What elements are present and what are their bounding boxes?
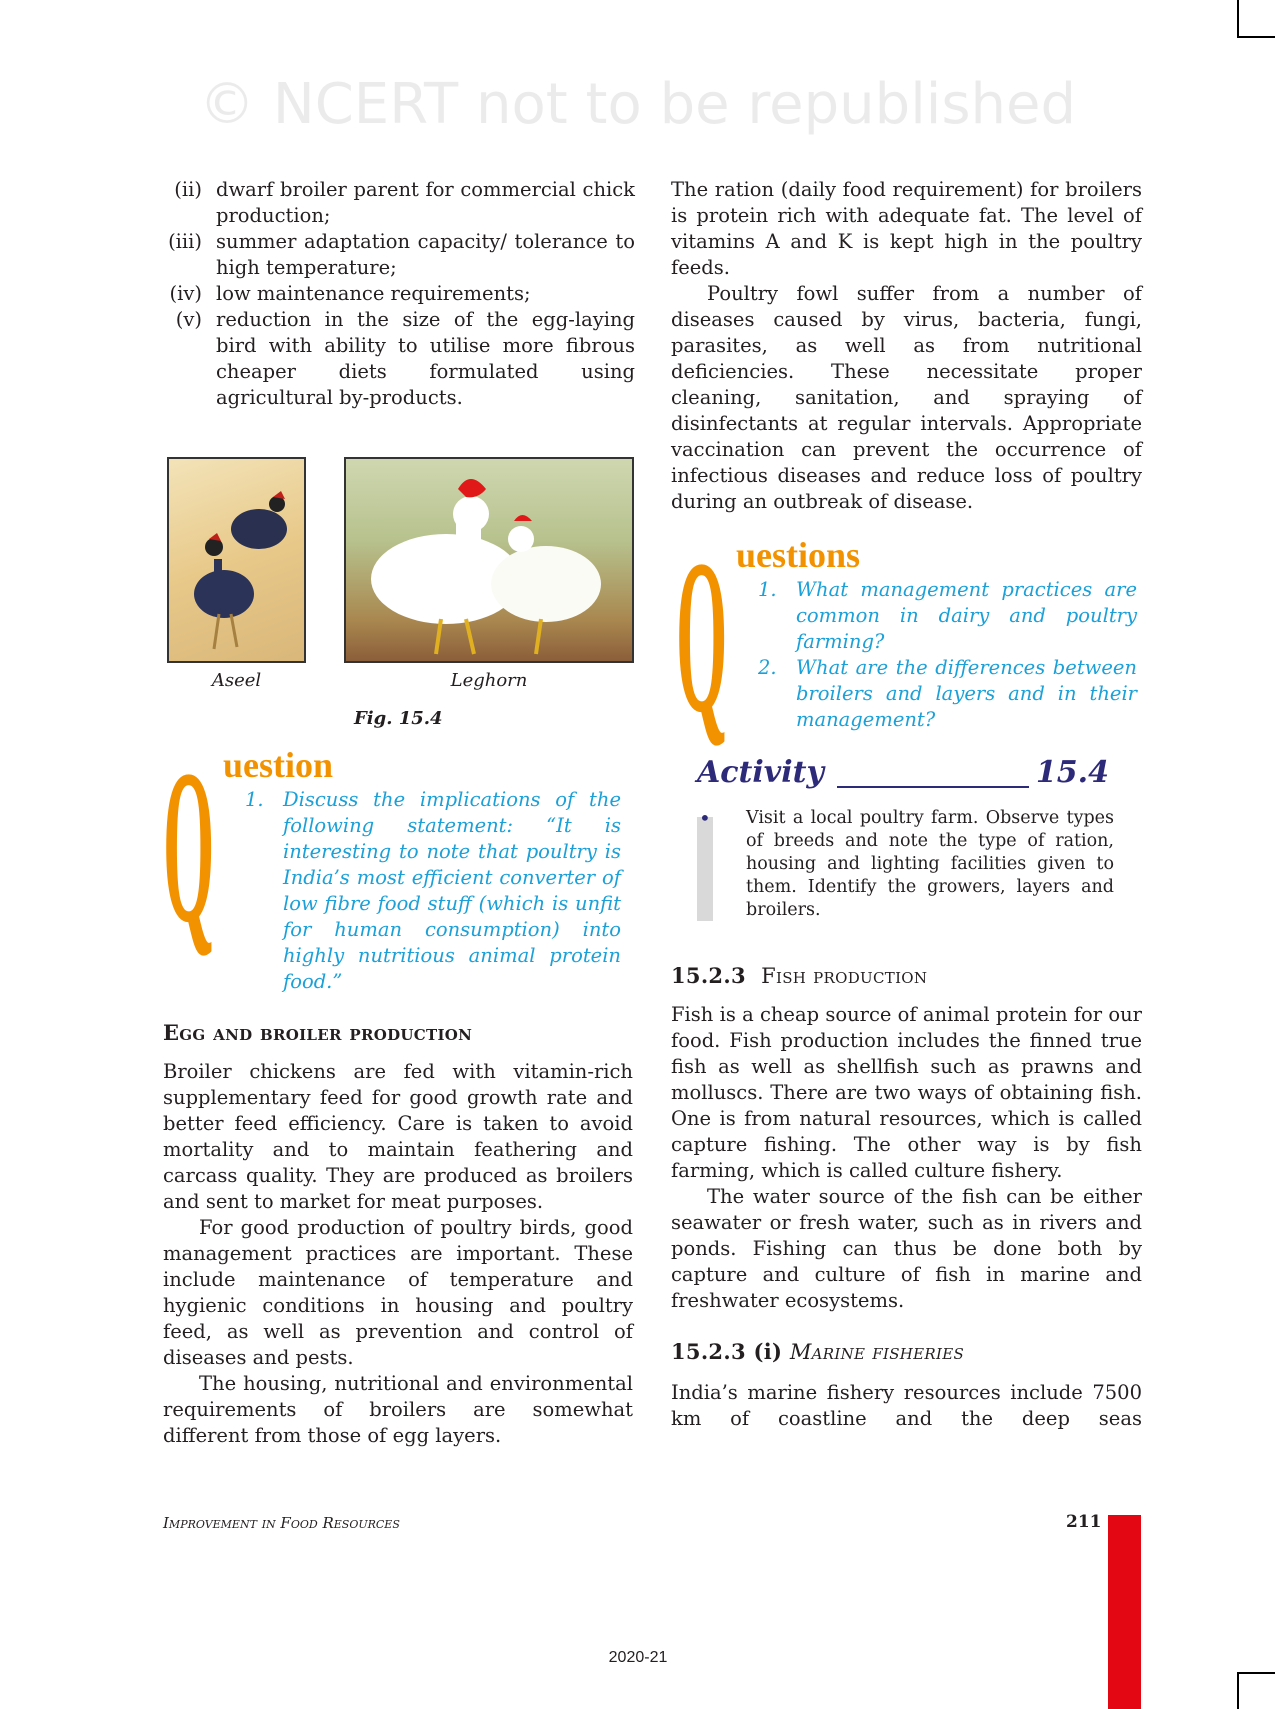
- paragraph: India’s marine fishery resources include 7500 km of coastline and the deep seas: [671, 1381, 1142, 1430]
- activity-side-bar: [697, 817, 713, 921]
- list-number: (iii): [168, 230, 202, 253]
- question-block: [163, 724, 635, 995]
- paragraph: Fish is a cheap source of animal protein for our food. Fish production includes the finned true fish as well as shellfish such as prawns and molluscs. There are two ways of obtaining fish. One is from natural resources, which is called capture fishing. The other way is by fish farming, which is called culture fishery.: [671, 1003, 1142, 1182]
- question-item: [758, 577, 1137, 655]
- watermark: © NCERT not to be republished: [199, 72, 1076, 137]
- right-top-text: [671, 177, 1142, 515]
- question-list: [245, 787, 621, 995]
- question-item: [245, 787, 621, 995]
- question-number: 2.: [758, 656, 777, 679]
- list-item: [150, 229, 635, 281]
- running-title: Improvement in Food Resources: [163, 1514, 400, 1532]
- paragraph: Broiler chickens are fed with vitamin-rich supplementary feed for good growth rate and better feed efficiency. Care is taken to avoid mortality and to maintain feathering and carcass quality. They are produced as broilers and sent to market for meat purposes.: [163, 1060, 633, 1213]
- section-heading: Egg and broiler production: [163, 1020, 473, 1045]
- activity-label: Activity: [697, 755, 824, 790]
- leghorn-image: [344, 457, 634, 663]
- figure: [167, 457, 634, 731]
- questions-block: [676, 514, 1142, 758]
- red-page-tab: [1108, 1515, 1141, 1709]
- year-label: 2020-21: [608, 1649, 668, 1666]
- fish-body-text: [671, 1002, 1142, 1314]
- question-text: Discuss the implications of the following statement: “It is interesting to note that poultry is India’s most efficient converter of low fibre food stuff (which is unfit for human consumption) into highly nutritious animal protein food.”: [283, 788, 621, 993]
- crop-mark-bottom: [1237, 1672, 1239, 1709]
- question-title: uestion: [223, 745, 334, 785]
- crop-mark-bottom: [1237, 1672, 1275, 1674]
- questions-list: [758, 577, 1137, 733]
- list-number: (v): [175, 308, 202, 331]
- paragraph: The housing, nutritional and environmental requirements of broilers are somewhat different from those of egg layers.: [163, 1372, 633, 1447]
- section-heading-fish: 15.2.3 Fish production: [671, 963, 928, 988]
- activity-header: [697, 753, 1109, 795]
- page-number: 211: [1066, 1512, 1102, 1532]
- question-number: 1.: [758, 578, 777, 601]
- list-number: (ii): [174, 178, 202, 201]
- left-body-text: [163, 1059, 633, 1449]
- activity-rule: [837, 786, 1029, 788]
- right-column: [671, 177, 1142, 1432]
- leghorn-caption: Leghorn: [450, 670, 528, 691]
- left-column: [150, 177, 635, 1449]
- questions-title: uestions: [736, 535, 861, 575]
- list-text: dwarf broiler parent for commercial chick production;: [216, 178, 635, 227]
- list-item: [150, 307, 635, 411]
- list-number: (iv): [169, 282, 202, 305]
- paragraph: Poultry fowl suffer from a number of diseases caused by virus, bacteria, fungi, parasites, as well as from nutritional deficiencies. These necessitate proper cleaning, sanitation, and spraying of disinfectants at regular intervals. Appropriate vaccination can prevent the occurrence of infectious diseases and reduce loss of poultry during an outbreak of disease.: [671, 282, 1142, 513]
- list-text: low maintenance requirements;: [216, 282, 531, 305]
- activity-body: [697, 807, 1142, 922]
- list-text: summer adaptation capacity/ tolerance to high temperature;: [216, 230, 635, 279]
- question-text: What are the differences between broilers and layers and in their management?: [796, 656, 1137, 731]
- activity-bullet: •: [699, 806, 711, 830]
- list-item: [150, 177, 635, 229]
- paragraph: For good production of poultry birds, good management practices are important. These include maintenance of temperature and hygienic conditions in housing and poultry feed, as well as prevention and control of diseases and pests.: [163, 1216, 633, 1369]
- questions-big-q: Q: [676, 514, 728, 758]
- activity-number: 15.4: [1035, 755, 1109, 790]
- question-number: 1.: [245, 788, 264, 811]
- paragraph: The ration (daily food requirement) for broilers is protein rich with adequate fat. The level of vitamins A and K is kept high in the poultry feeds.: [671, 178, 1142, 279]
- feature-list: [150, 177, 635, 411]
- aseel-caption: Aseel: [211, 670, 262, 691]
- section-heading-marine: 15.2.3 (i) Marine fisheries: [671, 1339, 965, 1364]
- list-item: [150, 281, 635, 307]
- question-item: [758, 655, 1137, 733]
- marine-body-text: [671, 1380, 1142, 1432]
- paragraph: The water source of the fish can be either seawater or fresh water, such as in rivers and ponds. Fishing can thus be done both by capture and culture of fish in marine and freshwater ecosystems.: [671, 1185, 1142, 1312]
- activity-text: Visit a local poultry farm. Observe types of breeds and note the type of ration, housing and lighting facilities given to them. Identify the growers, layers and broilers.: [746, 808, 1114, 920]
- question-text: What management practices are common in dairy and poultry farming?: [796, 578, 1137, 653]
- crop-mark-top: [1237, 0, 1239, 38]
- crop-mark-top: [1237, 36, 1275, 38]
- list-text: reduction in the size of the egg-laying bird with ability to utilise more fibrous cheaper diets formulated using agricultural by-products.: [216, 308, 635, 409]
- question-big-q: Q: [163, 724, 215, 968]
- figure-label: Fig. 15.4: [354, 708, 443, 729]
- aseel-image: [167, 457, 306, 663]
